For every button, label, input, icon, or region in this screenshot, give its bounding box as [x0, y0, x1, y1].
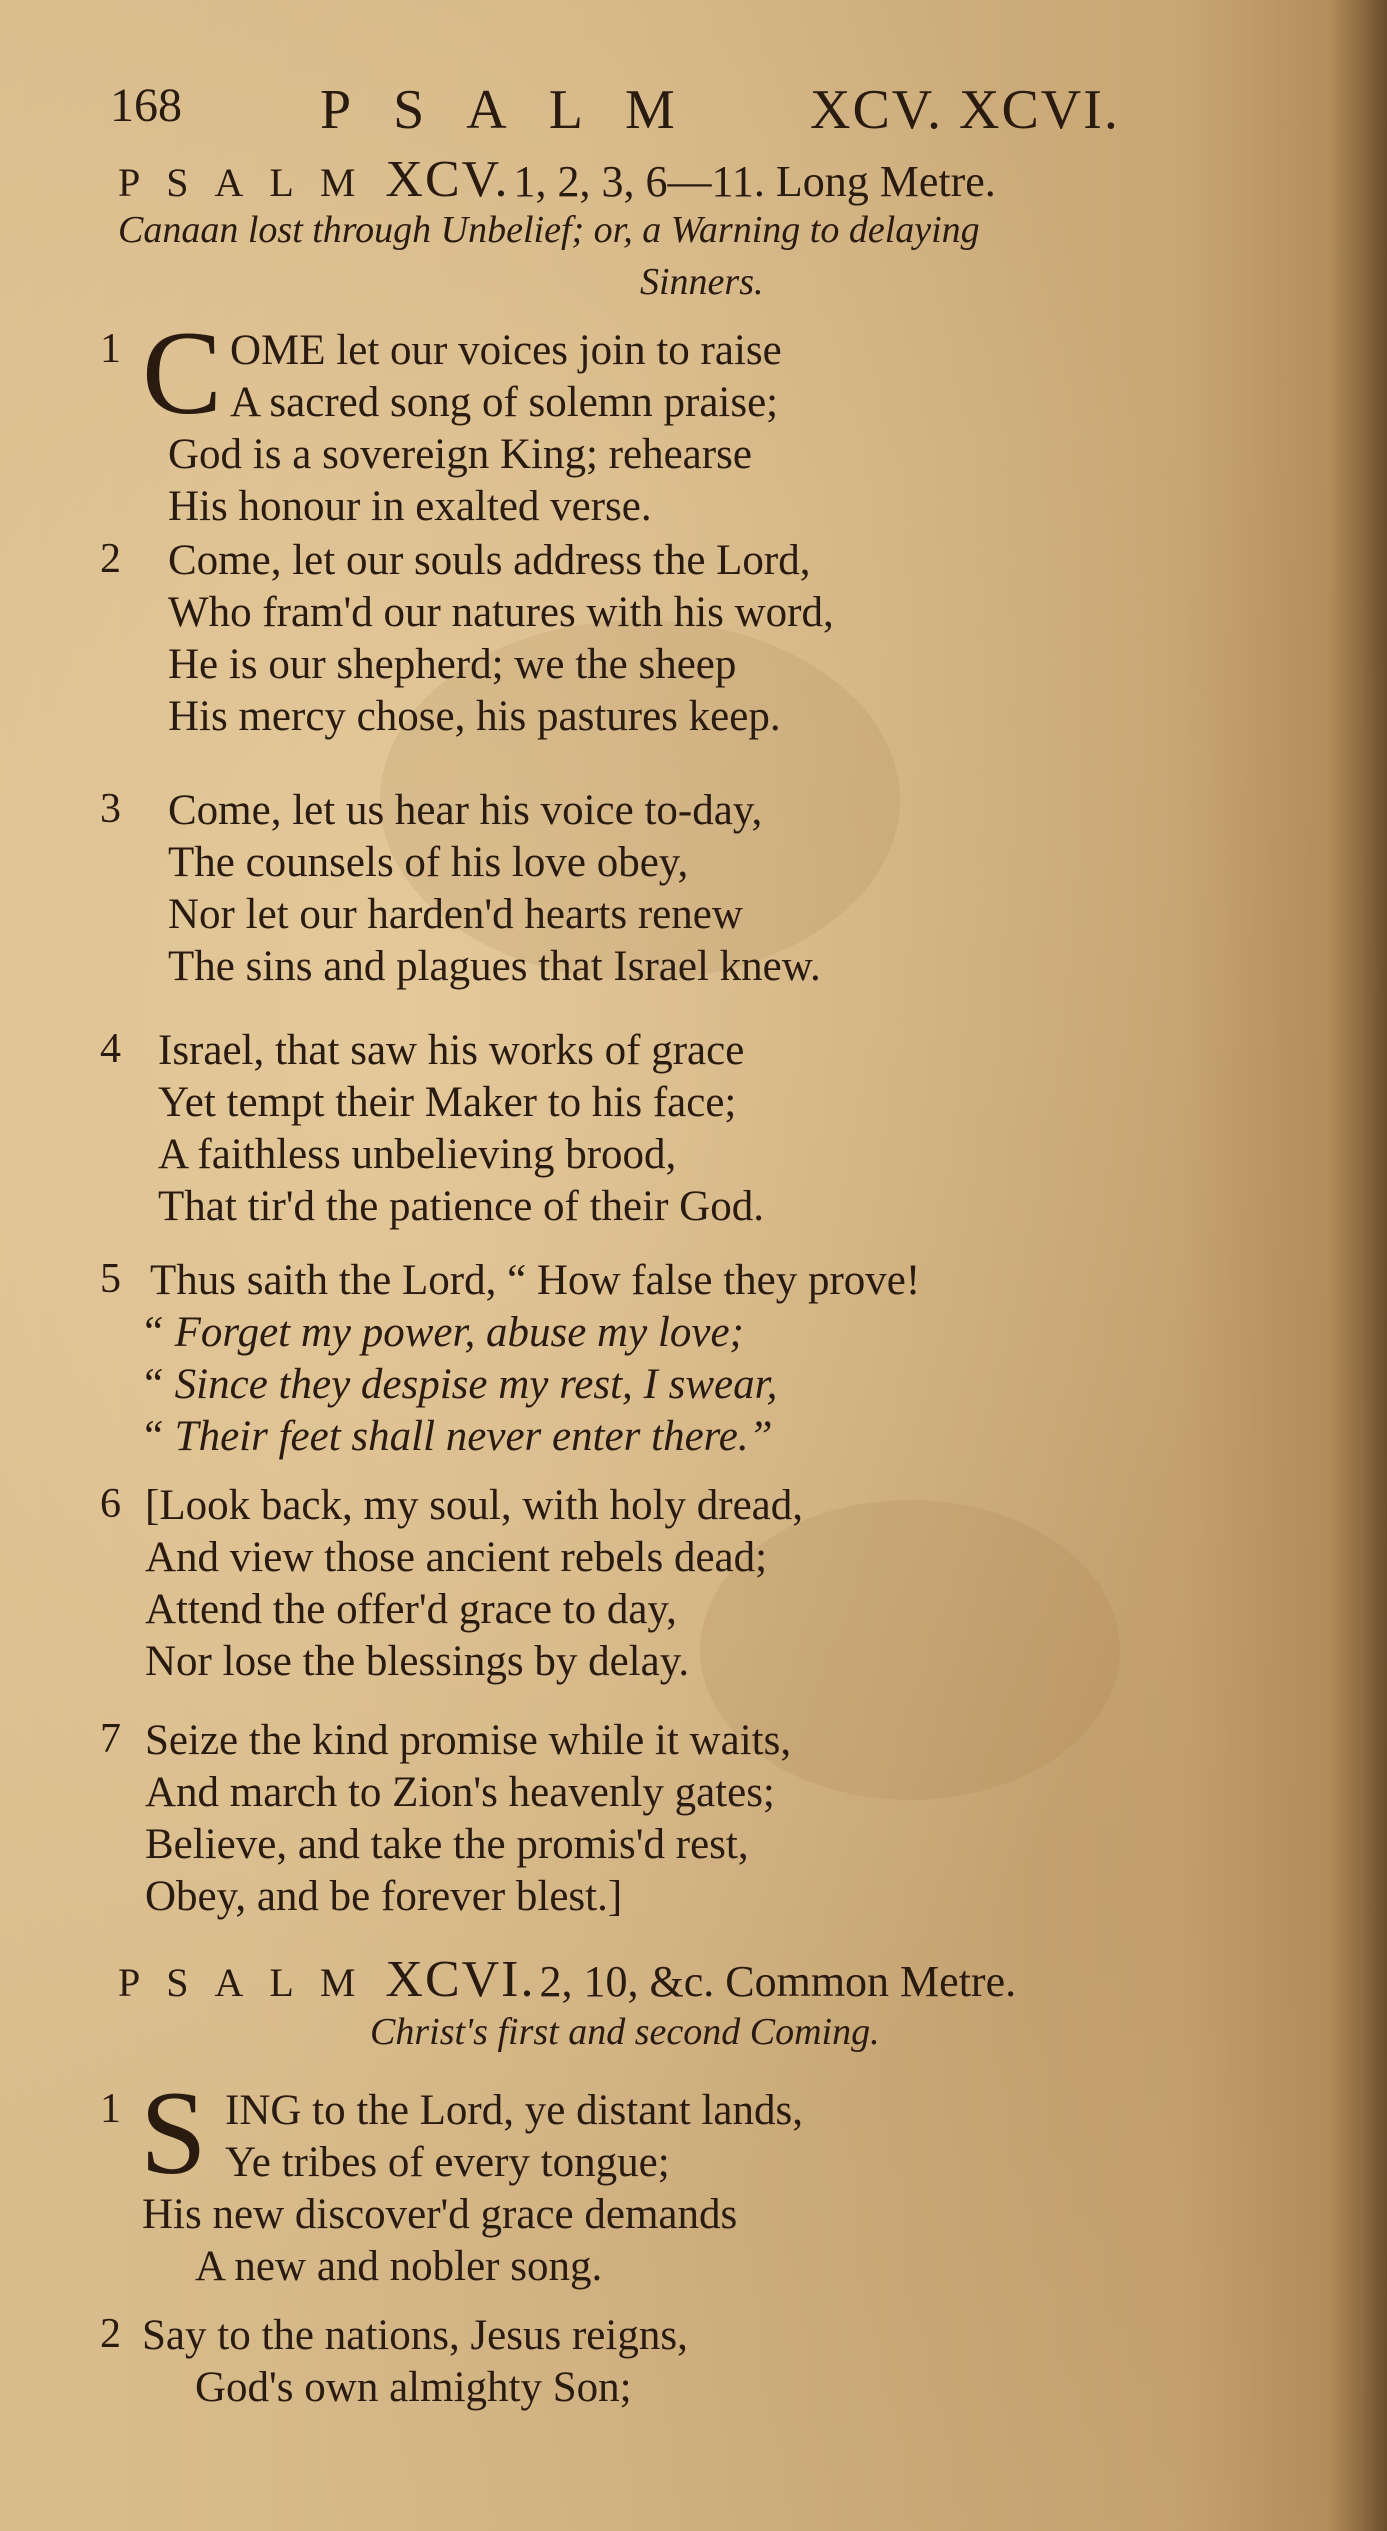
verse-number: 2 [100, 2311, 121, 2357]
verse-line: The sins and plagues that Israel knew. [168, 943, 821, 990]
verse-line: “ Their feet shall never enter there.” [140, 1413, 773, 1460]
verse-number: 6 [100, 1481, 121, 1527]
verse-line: Attend the offer'd grace to day, [145, 1586, 677, 1633]
verse-line: A new and nobler song. [195, 2243, 603, 2290]
verse-line: That tir'd the patience of their God. [158, 1183, 764, 1230]
verse-line: Seize the kind promise while it waits, [145, 1717, 792, 1764]
psalm-96-subtitle: Christ's first and second Coming. [370, 2011, 880, 2053]
page-edge-shadow [1327, 0, 1387, 2531]
verse-line: [Look back, my soul, with holy dread, [145, 1482, 804, 1529]
verse-line: And march to Zion's heavenly gates; [145, 1769, 775, 1816]
psalm-heading-number: XCVI. [385, 1951, 536, 2008]
verse-line: God's own almighty Son; [195, 2364, 632, 2411]
verse-line: He is our shepherd; we the sheep [168, 641, 737, 688]
running-header [110, 78, 1160, 148]
verse-number: 1 [100, 2086, 121, 2132]
verse-line: OME let our voices join to raise [230, 327, 782, 374]
verse-line: His honour in exalted verse. [168, 483, 652, 530]
verse-line: “ Forget my power, abuse my love; [140, 1309, 744, 1356]
verse-line: Who fram'd our natures with his word, [168, 589, 834, 636]
verse-line: Thus saith the Lord, “ How false they prove! [150, 1257, 921, 1304]
verse-number: 4 [100, 1026, 121, 1072]
verse-number: 3 [100, 786, 121, 832]
psalm-96-heading [118, 1950, 1016, 2009]
verse-number: 7 [100, 1716, 121, 1762]
verse-line: God is a sovereign King; rehearse [168, 431, 752, 478]
verse-line: Say to the nations, Jesus reigns, [142, 2312, 688, 2359]
psalm-95-heading [118, 150, 996, 209]
verse-line: Come, let us hear his voice to-day, [168, 787, 763, 834]
verse-number: 2 [100, 536, 121, 582]
psalm-heading-word: PSALM [118, 160, 382, 205]
verse-line: The counsels of his love obey, [168, 839, 689, 886]
psalm-heading-verses: 1, 2, 3, 6—11. Long Metre. [513, 157, 996, 206]
verse-line: A sacred song of solemn praise; [230, 379, 779, 426]
drop-cap: S [140, 2066, 207, 2199]
psalm-heading-word: PSALM [118, 1960, 382, 2005]
verse-line: Come, let our souls address the Lord, [168, 537, 811, 584]
drop-cap: C [142, 306, 223, 439]
verse-line: Obey, and be forever blest.] [145, 1873, 623, 1920]
verse-line: Ye tribes of every tongue; [225, 2139, 670, 2186]
verse-line: Believe, and take the promis'd rest, [145, 1821, 749, 1868]
page-number: 168 [110, 79, 182, 132]
verse-line: A faithless unbelieving brood, [158, 1131, 677, 1178]
verse-line: Nor let our harden'd hearts renew [168, 891, 743, 938]
verse-number: 1 [100, 326, 121, 372]
verse-line: Nor lose the blessings by delay. [145, 1638, 690, 1685]
verse-line: ING to the Lord, ye distant lands, [225, 2087, 804, 2134]
psalm-heading-verses: 2, 10, &c. Common Metre. [539, 1957, 1017, 2006]
verse-number: 5 [100, 1256, 121, 1302]
psalm-95-subtitle-line2: Sinners. [640, 261, 764, 303]
verse-line: Israel, that saw his works of grace [158, 1027, 745, 1074]
verse-line: Yet tempt their Maker to his face; [158, 1079, 737, 1126]
psalm-95-subtitle-line1: Canaan lost through Unbelief; or, a Warning to delaying [118, 209, 980, 251]
verse-line: “ Since they despise my rest, I swear, [140, 1361, 778, 1408]
verse-line: And view those ancient rebels dead; [145, 1534, 768, 1581]
header-title: PSALM [320, 79, 717, 141]
verse-line: His mercy chose, his pastures keep. [168, 693, 781, 740]
header-psalm-numbers: XCV. XCVI. [810, 79, 1120, 141]
psalm-heading-number: XCV. [385, 151, 510, 208]
verse-line: His new discover'd grace demands [142, 2191, 738, 2238]
